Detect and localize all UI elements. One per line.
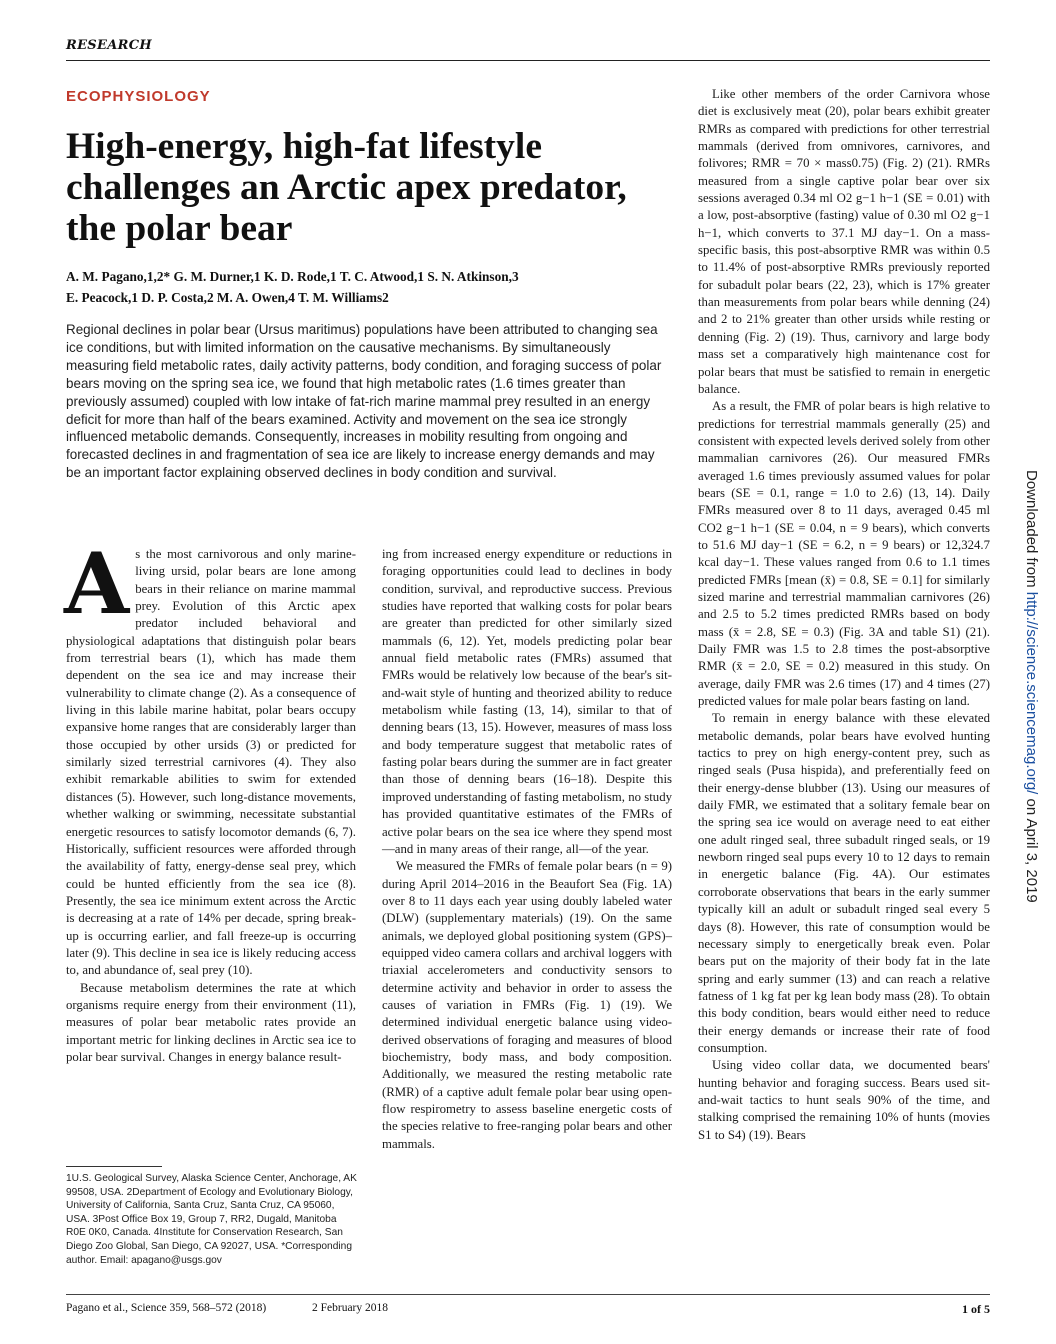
body-paragraph: s the most carnivorous and only marine-living ursid, polar bears are lone among bears in their reliance on marine mammal prey. Evolution of this Arctic apex predator included behavioral and physiological adaptations that distinguish polar bears from terrestrial bears (1), which has made them dependent on the sea ice and may increase their vulnerability to climate change (2). As a consequence of living in this labile marine habitat, polar bears occupy expansive home ranges that are considerably larger than those occupied by other ursids (3) or predicted for similarly sized terrestrial carnivores (4). They also exhibit remarkable abilities to swim for extended distances (5). However, such long-distance movements, whether walking or swimming, necessitate substantial energetic resources to satisfy locomotor demands (6, 7). Historically, sufficient resources were afforded through the availability of fatty, energy-dense seal prey, which could be hunted efficiently from the sea ice (8). Presently, the sea ice minimum extent across the Arctic is decreasing at a rate of 14% per decade, spring break-up is occurring earlier, and fall freeze-up is occurring later (9). This decline in sea ice is likely reducing access to, and abundance of, seal prey (10). xyxy=(66,547,356,978)
footnote-rule xyxy=(66,1166,162,1167)
section-label: RESEARCH xyxy=(66,38,152,53)
body-column-2 xyxy=(382,546,672,1153)
footer-date: 2 February 2018 xyxy=(312,1302,389,1314)
header-rule xyxy=(66,60,990,61)
author-line-1: A. M. Pagano,1,2* G. M. Durner,1 K. D. Rode,1 T. C. Atwood,1 S. N. Atkinson,3 xyxy=(66,269,519,284)
author-list xyxy=(66,266,666,308)
body-paragraph: Using video collar data, we documented bears' hunting behavior and foraging success. Bears used sit-and-wait tactics to hunt seals 90% of the time, and stalking comprised the remaining 10% of hunts (movies S1 to S4) (19). Bears xyxy=(698,1058,990,1142)
body-paragraph: As a result, the FMR of polar bears is high relative to predictions for terrestrial mammals generally (25) and consistent with expected levels derived solely from other mammalian carnivores (26). Our measured FMRs averaged 1.6 times previously assumed values for polar bears (SE = 0.1, range = 1.0 to 2.6) (13, 14). Daily FMRs measured over 8 to 11 days, averaged 0.45 ml CO2 g−1 h−1 (SE = 0.04, n = 9 bears), which converts to 51.6 MJ day−1 (SE = 6.2, n = 9 bears) or 12,324.7 kcal day−1. These values ranged from 0.6 to 1.1 times predicted FMRs [mean (x̄) = 0.8, SE = 0.1] for similarly sized marine and terrestrial mammalian carnivores (26) and 2.5 to 5.2 times predicted RMRs based on body mass (x̄ = 2.8, SE = 0.3) (Fig. 3A and table S1) (21). Daily FMR was 1.5 to 2.8 times the post-absorptive RMR (x̄ = 2.0, SE = 0.2) measured in this study. On average, daily FMR was 2.6 times (17) and 4 times (27) predicted values for male polar bears fasting on land. xyxy=(698,399,990,709)
abstract: Regional declines in polar bear (Ursus maritimus) populations have been attributed to changing sea ice conditions, but with limited information on the causative mechanisms. By simultaneously measuring field metabolic rates, daily activity patterns, body condition, and foraging success of polar bears moving on the spring sea ice, we found that high metabolic rates (1.6 times greater than previously assumed) coupled with low intake of fat-rich marine mammal prey resulted in an energy deficit for more than half of the bears examined. Activity and movement on the sea ice strongly influenced metabolic demands. Consequently, increases in mobility resulting from ongoing and forecasted declines in and fragmentation of sea ice are likely to increase energy demands and may be an important factor explaining observed declines in body condition and survival. xyxy=(66,322,662,481)
body-paragraph: Like other members of the order Carnivora whose diet is exclusively meat (20), polar bears exhibit greater RMRs as compared with predictions for other terrestrial mammals (derived from omnivores, carnivores, and folivores; RMR = 70 × mass0.75) (Fig. 2) (21). RMRs measured from a single captive polar bear over six sessions averaged 0.34 ml O2 g−1 h−1 (SE = 0.01) with a low, post-absorptive (fasting) value of 0.30 ml O2 g−1 h−1, which converts to 37.1 MJ day−1. On a mass-specific basis, this post-absorptive RMR was within 0.5 to 11.4% of post-absorptive RMRs previously reported for subadult polar bears (22, 23), which is 17% greater than measurements from polar bears while denning (24) and 2 to 21% greater than other ursids while resting or denning (Fig. 2) (19). Thus, carnivory and large body mass set a comparatively high maintenance cost for polar bears that must be satisfied to remain in energetic balance. xyxy=(698,87,990,396)
author-line-2: E. Peacock,1 D. P. Costa,2 M. A. Owen,4 T. M. Williams2 xyxy=(66,290,389,305)
body-paragraph: To remain in energy balance with these elevated metabolic demands, polar bears have evolved hunting tactics to prey on high energy-content prey, such as ringed seals (Pusa hispida), and preferentially feed on their energy-dense blubber (13). Using our measures of daily FMR, we estimated that a solitary female bear on the spring sea ice would on average need to eat either one adult ringed seal, three subadult ringed seals, or 19 newborn ringed seal pups every 10 to 12 days to remain in energetic balance (Fig. 4A). Our estimates corroborate observations that bears in the early summer typically kill an adult or subadult ringed seal every 5 days (8). However, this rate of consumption would be necessary simply to energetically break even. Polar bears put on the majority of their body fat in the late spring and early summer (13) and can reach a relative fatness of 1 kg fat per kg lean body mass (28). To obtain this body condition, bears would either need to reduce their energy demands or increase their rate of food consumption. xyxy=(698,711,990,1055)
download-prefix: Downloaded from xyxy=(1023,470,1040,592)
article-title: High-energy, high-fat lifestyle challenges an Arctic apex predator, the polar bear xyxy=(66,126,627,249)
body-paragraph: We measured the FMRs of female polar bears (n = 9) during April 2014–2016 in the Beaufort Sea (Fig. 1A) over 8 to 11 days each year using doubly labeled water (DLW) (supplementary materials) (19). On the same animals, we deployed global positioning system (GPS)–equipped video camera collars and archival loggers with triaxial accelerometers and conductivity sensors to determine activity and behavior in order to assess the causes of variation in FMRs (Fig. 1) (19). We determined individual energetic balance using video-derived observations of foraging and measures of blood biochemistry, body mass, and body composition. Additionally, we measured the resting metabolic rate (RMR) of a captive adult female polar bear using open-flow respirometry to assess baseline energetic costs of the species relative to free-ranging polar bears and other mammals. xyxy=(382,859,672,1151)
page-number: 1 of 5 xyxy=(962,1302,990,1316)
body-paragraph: ing from increased energy expenditure or reductions in foraging opportunities could lead to declines in body condition, survival, and reproductive success. Previous studies have reported that walking costs for polar bears are greater than predicted for other similarly sized mammals (6, 12). Yet, models predicting polar bear annual field metabolic rates (FMRs) assumed that FMRs would be relatively low because of the bear's sit-and-wait style of hunting and theorized ability to reduce metabolism while fasting (13, 14), similar to that of denning bears (13, 15). However, measures of mass loss and body temperature suggest that metabolic rates of fasting polar bears during the summer are in fact greater than those of denning bears (16–18). Despite this improved understanding of fasting metabolism, no study has provided quantitative estimates of the FMRs of active polar bears on the sea ice where they spend most—and in many areas of their range, all—of the year. xyxy=(382,547,672,856)
category-label: ECOPHYSIOLOGY xyxy=(66,88,211,105)
footer-rule xyxy=(66,1294,990,1295)
download-notice xyxy=(1023,470,1040,1030)
body-column-1 xyxy=(64,534,356,1066)
body-paragraph: Because metabolism determines the rate at which organisms require energy from their environment (11), measures of polar bear metabolic rates provide an important metric for linking declines in Arctic sea ice to polar bear survival. Changes in energy balance result- xyxy=(66,980,356,1064)
drop-cap: A xyxy=(64,534,130,633)
download-link[interactable]: http://science.sciencemag.org/ xyxy=(1023,591,1040,795)
affiliations-footnote: 1U.S. Geological Survey, Alaska Science Center, Anchorage, AK 99508, USA. 2Department of Ecology and Evolutionary Biology, University of California, Santa Cruz, Santa Cruz, CA 95060, USA. 3Post Office Box 19, Group 7, RR2, Dugald, Manitoba R0E 0K0, Canada. 4Institute for Conservation Research, San Diego Zoo Global, San Diego, CA 92027, USA. *Corresponding author. Email: apagano@usgs.gov xyxy=(66,1173,357,1266)
footer-citation: Pagano et al., Science 359, 568–572 (2018) xyxy=(66,1302,267,1314)
body-column-3 xyxy=(698,86,990,1144)
download-suffix: on April 3, 2019 xyxy=(1023,794,1040,903)
